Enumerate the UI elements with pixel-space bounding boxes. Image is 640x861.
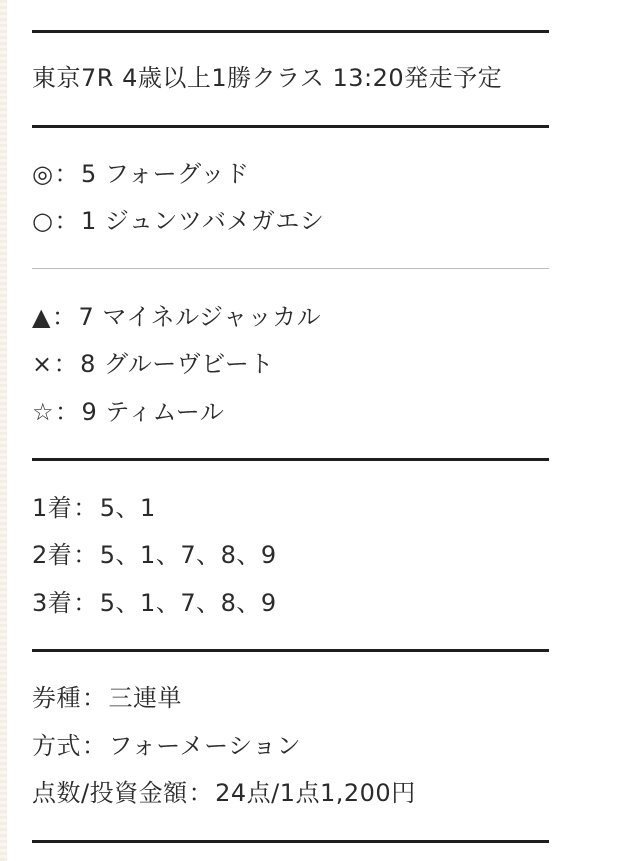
pick-taikou [32, 204, 552, 238]
double-circle-mark-icon: ◎ [32, 160, 54, 188]
ticket-label: 券種 [32, 684, 81, 712]
pick-tanana [32, 300, 552, 334]
cross-mark-icon: × [32, 350, 53, 378]
separator: ： [55, 398, 80, 426]
horse-name: 7 マイネルジャッカル [78, 303, 322, 331]
prediction-article [32, 0, 552, 861]
placement-value: 5、1、7、8、9 [99, 541, 277, 569]
separator: ： [54, 160, 79, 188]
thin-divider [32, 268, 549, 269]
triangle-mark-icon: ▲ [32, 303, 51, 331]
horse-name: 1 ジュンツバメガエシ [80, 207, 325, 235]
placement-first [32, 491, 552, 525]
horse-name: 8 グルーヴビート [80, 350, 274, 378]
placement-label: 1着 [32, 494, 73, 522]
horse-name: 9 ティムール [81, 398, 225, 426]
ticket-value: 三連単 [108, 684, 182, 712]
divider [32, 30, 549, 33]
race-header: 東京7R 4歳以上1勝クラス 13:20発走予定 [32, 64, 503, 92]
horse-name: 5 フォーグッド [80, 160, 250, 188]
separator: ： [73, 494, 98, 522]
placement-label: 2着 [32, 541, 73, 569]
ticket-method [32, 729, 552, 763]
placement-value: 5、1、7、8、9 [99, 589, 277, 617]
divider [32, 125, 549, 128]
page-edge-decoration [0, 0, 7, 861]
placement-value: 5、1 [99, 494, 156, 522]
star-mark-icon: ☆ [32, 398, 55, 426]
pick-honmei [32, 157, 552, 191]
circle-mark-icon: ○ [32, 207, 54, 235]
separator: ： [82, 684, 107, 712]
separator: ： [188, 779, 214, 807]
separator: ： [51, 303, 77, 331]
placement-third [32, 586, 552, 620]
ticket-label: 点数/投資金額 [32, 779, 188, 807]
pick-hoshi [32, 395, 552, 429]
ticket-type [32, 681, 552, 715]
placement-second [32, 538, 552, 572]
separator: ： [53, 350, 79, 378]
pick-renka [32, 347, 552, 381]
ticket-value: 24点/1点1,200円 [215, 779, 416, 807]
divider [32, 458, 549, 461]
ticket-value: フォーメーション [108, 732, 302, 760]
divider [32, 649, 549, 652]
placement-label: 3着 [32, 589, 73, 617]
separator: ： [82, 732, 107, 760]
separator: ： [54, 207, 79, 235]
separator: ： [73, 541, 98, 569]
divider [32, 840, 549, 843]
separator: ： [73, 589, 98, 617]
ticket-label: 方式 [32, 732, 81, 760]
ticket-amount [32, 776, 552, 810]
